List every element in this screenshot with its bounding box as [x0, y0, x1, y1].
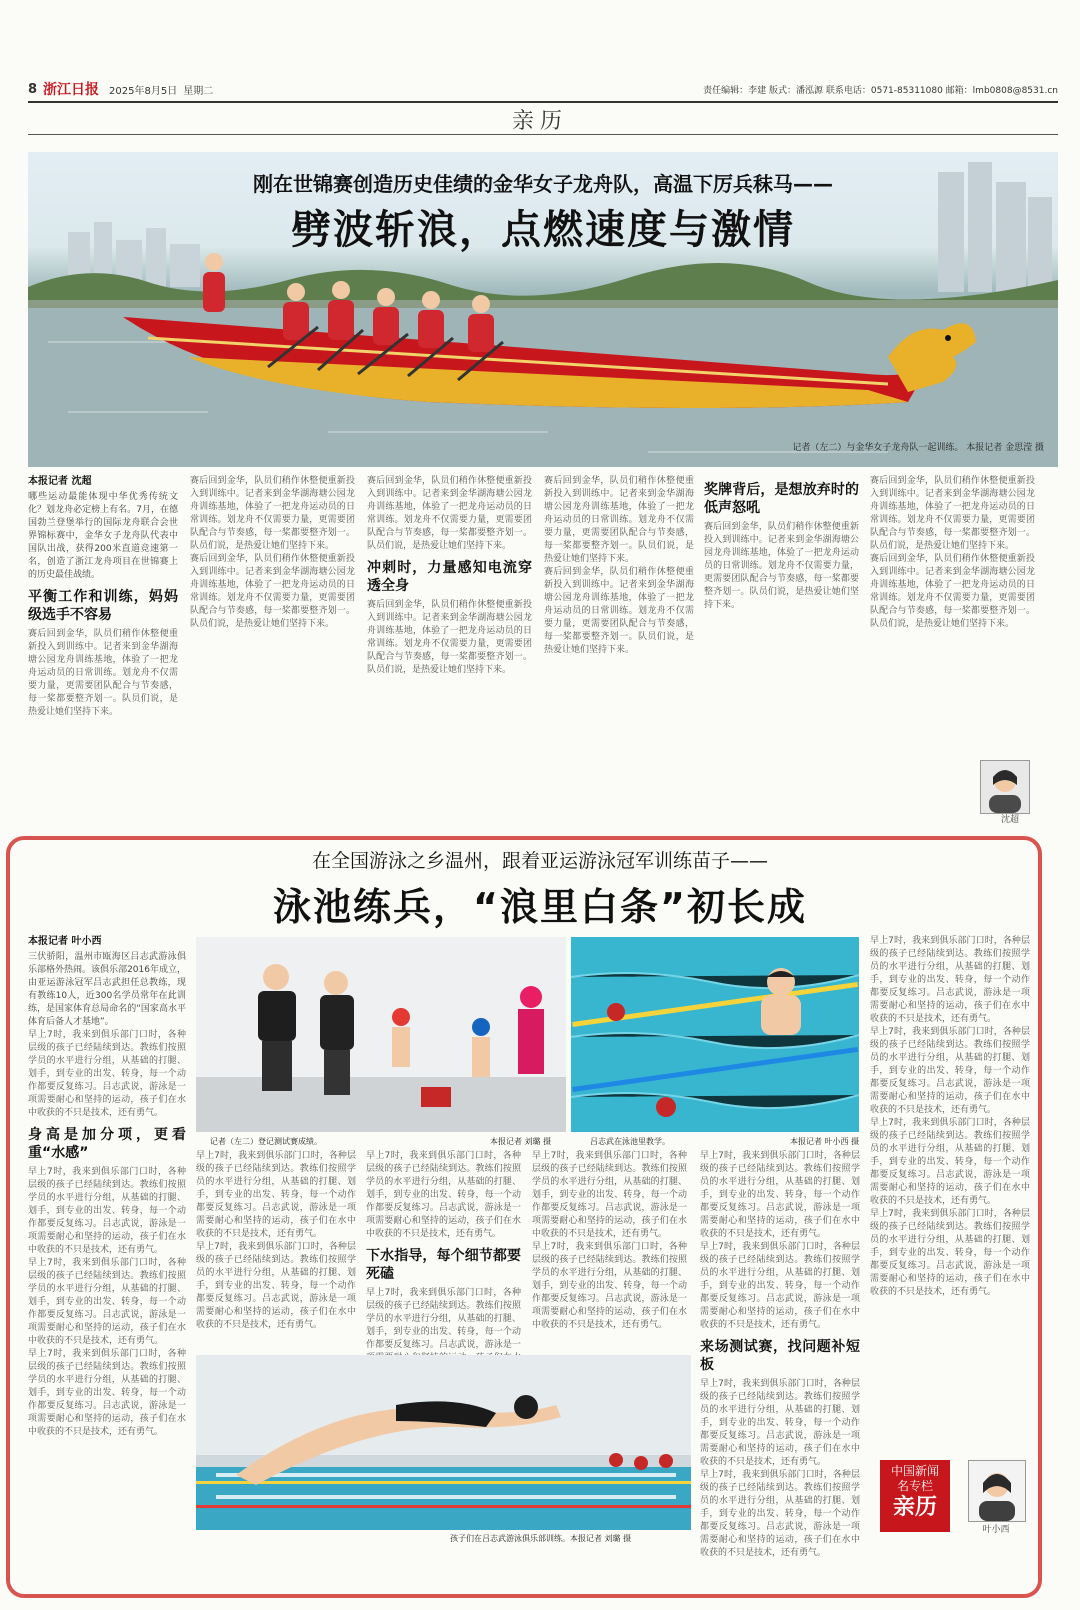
article2-body: 早上7时，我来到俱乐部门口时，各种层级的孩子已经陆续到达。教练们按照学员的水平进行分组，从基础的打腿、划手，到专业的出发、转身，每一个动作都要反复练习。吕志武说，游泳是一项需要耐心和坚持的运动，孩子们在水中收获的不只是技术，还有勇气。: [700, 1470, 860, 1558]
article1-body: 赛后回到金华，队员们稍作休整便重新投入到训练中。记者来到金华湖海塘公园龙舟训练基地，体验了一把龙舟运动员的日常训练。划龙舟不仅需要力量，更需要团队配合与节奏感，每一桨都要整齐划一。队员们说，是热爱让她们坚持下来。: [870, 476, 1035, 551]
article1-body: 赛后回到金华，队员们稍作休整便重新投入到训练中。记者来到金华湖海塘公园龙舟训练基地，体验了一把龙舟运动员的日常训练。划龙舟不仅需要力量，更需要团队配合与节奏感，每一桨都要整齐划一。队员们说，是热爱让她们坚持下来。: [367, 476, 532, 551]
article2-author-name: 叶小西: [982, 1525, 1010, 1535]
article1-body: 赛后回到金华，队员们稍作休整便重新投入到训练中。记者来到金华湖海塘公园龙舟训练基地，体验了一把龙舟运动员的日常训练。划龙舟不仅需要力量，更需要团队配合与节奏感，每一桨都要整齐划一。队员们说，是热爱让她们坚持下来。: [190, 554, 355, 629]
article2-body: 早上7时，我来到俱乐部门口时，各种层级的孩子已经陆续到达。教练们按照学员的水平进行分组，从基础的打腿、划手，到专业的出发、转身，每一个动作都要反复练习。吕志武说，游泳是一项需要耐心和坚持的运动，孩子们在水中收获的不只是技术，还有勇气。: [870, 1027, 1030, 1115]
section-title: 亲历: [511, 109, 568, 134]
article2-body: 早上7时，我来到俱乐部门口时，各种层级的孩子已经陆续到达。教练们按照学员的水平进行分组，从基础的打腿、划手，到专业的出发、转身，每一个动作都要反复练习。吕志武说，游泳是一项需要耐心和坚持的运动，孩子们在水中收获的不只是技术，还有勇气。: [870, 936, 1030, 1024]
article2-column-6: [870, 935, 1030, 1455]
article2-lead: 三伏骄阳，温州市瓯海区吕志武游泳俱乐部格外热闹。该俱乐部2016年成立，由亚运游泳冠军吕志武担任总教练，现有教练10人，近300名学员常年在此训练，是国家体育总局命名的“国家高水平体育后备人才基地”。: [28, 952, 186, 1027]
article2-subhead-1: 身高是加分项，更看重“水感”: [28, 1127, 186, 1161]
article2-body: 早上7时，我来到俱乐部门口时，各种层级的孩子已经陆续到达。教练们按照学员的水平进行分组，从基础的打腿、划手，到专业的出发、转身，每一个动作都要反复练习。吕志武说，游泳是一项需要耐心和坚持的运动，孩子们在水中收获的不只是技术，还有勇气。: [700, 1151, 860, 1239]
article2-body: 早上7时，我来到俱乐部门口时，各种层级的孩子已经陆续到达。教练们按照学员的水平进行分组，从基础的打腿、划手，到专业的出发、转身，每一个动作都要反复练习。吕志武说，游泳是一项需要耐心和坚持的运动，孩子们在水中收获的不只是技术，还有勇气。: [532, 1151, 687, 1239]
photo-caption-3: 吕志武在泳池里教学。: [590, 1137, 670, 1146]
article1-column-2: [190, 475, 355, 827]
article2-kicker: 在全国游泳之乡温州，跟着亚运游泳冠军训练苗子——: [311, 850, 768, 872]
article2-body: 早上7时，我来到俱乐部门口时，各种层级的孩子已经陆续到达。教练们按照学员的水平进行分组，从基础的打腿、划手，到专业的出发、转身，每一个动作都要反复练习。吕志武说，游泳是一项需要耐心和坚持的运动，孩子们在水中收获的不只是技术，还有勇气。: [196, 1242, 356, 1330]
article1-body: 赛后回到金华，队员们稍作休整便重新投入到训练中。记者来到金华湖海塘公园龙舟训练基地，体验了一把龙舟运动员的日常训练。划龙舟不仅需要力量，更需要团队配合与节奏感，每一桨都要整齐划一。队员们说，是热爱让她们坚持下来。: [704, 522, 859, 610]
article1-subhead-1: 平衡工作和训练，妈妈级选手不容易: [28, 589, 178, 623]
columnist-badge: [880, 1460, 950, 1532]
photo-caption-5: 孩子们在吕志武游泳俱乐部训练。本报记者 刘璐 摄: [450, 1534, 632, 1543]
photo-caption-2: 本报记者 刘璐 摄: [490, 1137, 552, 1146]
masthead-rule: [28, 101, 1058, 103]
article2-body: 早上7时，我来到俱乐部门口时，各种层级的孩子已经陆续到达。教练们按照学员的水平进行分组，从基础的打腿、划手，到专业的出发、转身，每一个动作都要反复练习。吕志武说，游泳是一项需要耐心和坚持的运动，孩子们在水中收获的不只是技术，还有勇气。: [366, 1151, 521, 1239]
diving-photo: [196, 1355, 691, 1530]
article2-subhead-2: 下水指导，每个细节都要死磕: [366, 1248, 521, 1282]
pool-photo: [571, 937, 859, 1132]
issue-date: 2025年8月5日: [109, 85, 178, 97]
article1-column-1: [28, 475, 178, 827]
article2-body: 早上7时，我来到俱乐部门口时，各种层级的孩子已经陆续到达。教练们按照学员的水平进行分组，从基础的打腿、划手，到专业的出发、转身，每一个动作都要反复练习。吕志武说，游泳是一项需要耐心和坚持的运动，孩子们在水中收获的不只是技术，还有勇气。: [870, 1118, 1030, 1206]
columnist-badge-line2: 名专栏: [896, 1479, 933, 1493]
page-number: 8: [28, 81, 38, 97]
article1-body: 赛后回到金华，队员们稍作休整便重新投入到训练中。记者来到金华湖海塘公园龙舟训练基地，体验了一把龙舟运动员的日常训练。划龙舟不仅需要力量，更需要团队配合与节奏感，每一桨都要整齐划一。队员们说，是热爱让她们坚持下来。: [190, 476, 355, 551]
article1-body: 赛后回到金华，队员们稍作休整便重新投入到训练中。记者来到金华湖海塘公园龙舟训练基地，体验了一把龙舟运动员的日常训练。划龙舟不仅需要力量，更需要团队配合与节奏感，每一桨都要整齐划一。队员们说，是热爱让她们坚持下来。: [367, 600, 532, 675]
article2-body: 早上7时，我来到俱乐部门口时，各种层级的孩子已经陆续到达。教练们按照学员的水平进行分组，从基础的打腿、划手，到专业的出发、转身，每一个动作都要反复练习。吕志武说，游泳是一项需要耐心和坚持的运动，孩子们在水中收获的不只是技术，还有勇气。: [196, 1151, 356, 1239]
article1-column-4: [544, 475, 694, 827]
article1-author-name: 沈超: [1000, 815, 1019, 825]
article2-column-1: [28, 935, 186, 1590]
article1-subhead-2: 冲刺时，力量感知电流穿透全身: [367, 560, 532, 594]
article1-body: 赛后回到金华，队员们稍作休整便重新投入到训练中。记者来到金华湖海塘公园龙舟训练基地，体验了一把龙舟运动员的日常训练。划龙舟不仅需要力量，更需要团队配合与节奏感，每一桨都要整齐划一。队员们说，是热爱让她们坚持下来。: [544, 476, 694, 564]
photo-caption-1: 记者（左二）登记测试赛成绩。: [210, 1137, 322, 1146]
article1-kicker: 刚在世锦赛创造历史佳绩的金华女子龙舟队，高温下厉兵秣马——: [253, 172, 833, 196]
article1-byline: 本报记者 沈超: [28, 476, 92, 487]
article2-body: 早上7时，我来到俱乐部门口时，各种层级的孩子已经陆续到达。教练们按照学员的水平进行分组，从基础的打腿、划手，到专业的出发、转身，每一个动作都要反复练习。吕志武说，游泳是一项需要耐心和坚持的运动，孩子们在水中收获的不只是技术，还有勇气。: [700, 1379, 860, 1467]
article1-lead: 哪些运动最能体现中华优秀传统文化？划龙舟必定榜上有名。7月，在德国勃兰登堡举行的国际龙舟联合会世界锦标赛中，金华女子龙舟队代表中国队出战，获得200米直道竞速第一名，创造了浙江龙舟项目在世锦赛上的历史最佳战绩。: [28, 492, 178, 580]
columnist-badge-line1: 中国新闻: [890, 1464, 939, 1478]
article1-column-3: [367, 475, 532, 827]
article2-byline: 本报记者 叶小西: [28, 936, 102, 947]
article1-subhead-3: 奖牌背后，是想放弃时的低声怒吼: [704, 482, 859, 516]
article2-column-3: [366, 1150, 521, 1350]
article2-body: 早上7时，我来到俱乐部门口时，各种层级的孩子已经陆续到达。教练们按照学员的水平进行分组，从基础的打腿、划手，到专业的出发、转身，每一个动作都要反复练习。吕志武说，游泳是一项需要耐心和坚持的运动，孩子们在水中收获的不只是技术，还有勇气。: [700, 1242, 860, 1330]
article2-body: 早上7时，我来到俱乐部门口时，各种层级的孩子已经陆续到达。教练们按照学员的水平进行分组，从基础的打腿、划手，到专业的出发、转身，每一个动作都要反复练习。吕志武说，游泳是一: [366, 1288, 521, 1350]
article2-column-5: [700, 1150, 860, 1590]
article2-body: 早上7时，我来到俱乐部门口时，各种层级的孩子已经陆续到达。教练们按照学员的水平进行分组，从基础的打腿、划手，到专业的出发、转身，每一个动作都要反复练习。吕志武说，游泳是一项需要耐心和坚持的运动，孩子们在水中收获的不只是技术，还有勇气。: [532, 1242, 687, 1330]
article1-photo-caption: 记者（左二）与金华女子龙舟队一起训练。 本报记者 金思滢 摄: [792, 443, 1044, 453]
article1-column-5: [704, 475, 859, 827]
article2-column-2: [196, 1150, 356, 1350]
article1-body: 赛后回到金华，队员们稍作休整便重新投入到训练中。记者来到金华湖海塘公园龙舟训练基地，体验了一把龙舟运动员的日常训练。划龙舟不仅需要力量，更需要团队配合与节奏感，每一桨都要整齐划一。队员们说，是热爱让她们坚持下来。: [544, 567, 694, 655]
issue-weekday: 星期二: [183, 85, 214, 97]
columnist-badge-line3: 亲历: [892, 1495, 937, 1520]
editor-info: 责任编辑：李建 版式：潘泓源 联系电话：0571-85311080 邮箱：lmb0808@8531.cn: [703, 85, 1058, 96]
article2-body: 早上7时，我来到俱乐部门口时，各种层级的孩子已经陆续到达。教练们按照学员的水平进行分组，从基础的打腿、划手，到专业的出发、转身，每一个动作都要反复练习。吕志武说，游泳是一项需要耐心和坚持的运动，孩子们在水中收获的不只是技术，还有勇气。: [28, 1030, 186, 1118]
article2-body: 早上7时，我来到俱乐部门口时，各种层级的孩子已经陆续到达。教练们按照学员的水平进行分组，从基础的打腿、划手，到专业的出发、转身，每一个动作都要反复练习。吕志武说，游泳是一项需要耐心和坚持的运动，孩子们在水中收获的不只是技术，还有勇气。: [28, 1349, 186, 1437]
article2-body: 早上7时，我来到俱乐部门口时，各种层级的孩子已经陆续到达。教练们按照学员的水平进行分组，从基础的打腿、划手，到专业的出发、转身，每一个动作都要反复练习。吕志武说，游泳是一项需要耐心和坚持的运动，孩子们在水中收获的不只是技术，还有勇气。: [28, 1258, 186, 1346]
article1-author-photo: [980, 760, 1030, 814]
article2-subhead-3: 来场测试赛，找问题补短板: [700, 1339, 860, 1373]
article2-body: 早上7时，我来到俱乐部门口时，各种层级的孩子已经陆续到达。教练们按照学员的水平进行分组，从基础的打腿、划手，到专业的出发、转身，每一个动作都要反复练习。吕志武说，游泳是一项需要耐心和坚持的运动，孩子们在水中收获的不只是技术，还有勇气。: [870, 1209, 1030, 1297]
article1-title: 劈波斩浪，点燃速度与激情: [291, 207, 795, 253]
section-rule: [28, 134, 1058, 135]
masthead: [28, 78, 1058, 100]
article1-body: 赛后回到金华，队员们稍作休整便重新投入到训练中。记者来到金华湖海塘公园龙舟训练基地，体验了一把龙舟运动员的日常训练。划龙舟不仅需要力量，更需要团队配合与节奏感，每一桨都要整齐划一。队员们说，是热爱让她们坚持下来。: [28, 629, 178, 717]
paper-logo: 浙江日报: [43, 82, 100, 98]
photo-caption-4: 本报记者 叶小西 摄: [790, 1137, 860, 1146]
article2-body: 早上7时，我来到俱乐部门口时，各种层级的孩子已经陆续到达。教练们按照学员的水平进行分组，从基础的打腿、划手，到专业的出发、转身，每一个动作都要反复练习。吕志武说，游泳是一项需要耐心和坚持的运动，孩子们在水中收获的不只是技术，还有勇气。: [28, 1167, 186, 1255]
article2-author-photo: [968, 1460, 1026, 1522]
article2-column-4: [532, 1150, 687, 1350]
dragon-boat-photo: [28, 152, 1058, 467]
coaching-photo: [196, 937, 566, 1132]
article2-title: 泳池练兵，“浪里白条”初长成: [273, 885, 807, 929]
article1-body: 赛后回到金华，队员们稍作休整便重新投入到训练中。记者来到金华湖海塘公园龙舟训练基地，体验了一把龙舟运动员的日常训练。划龙舟不仅需要力量，更需要团队配合与节奏感，每一桨都要整齐划一。队员们说，是热爱让她们坚持下来。: [870, 554, 1035, 629]
